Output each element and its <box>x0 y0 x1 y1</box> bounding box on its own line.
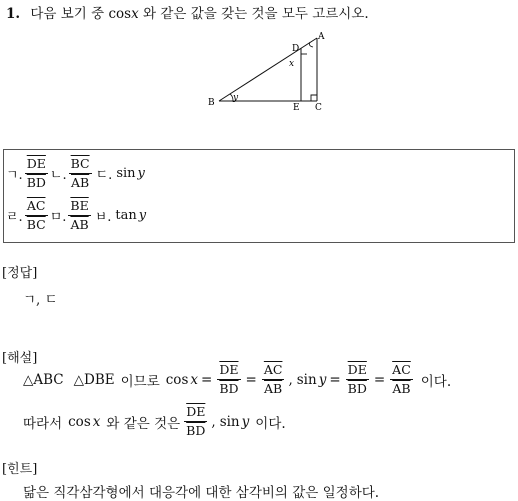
option-2 <box>6 198 146 233</box>
equals-sign: = <box>373 371 386 388</box>
label-x: x <box>289 59 295 69</box>
fraction-bar <box>217 379 240 380</box>
text-ida: 이다. <box>420 373 452 390</box>
options-box <box>3 149 515 243</box>
comma: , <box>288 371 293 388</box>
question <box>6 2 369 22</box>
fraction-denominator: AB <box>264 381 283 396</box>
fraction-numerator: $\overline{DE}$ <box>219 362 239 377</box>
fraction-denominator: BD <box>347 381 367 396</box>
explanation-line-1 <box>23 362 451 397</box>
fraction-denominator: BD <box>26 175 46 190</box>
explanation-line-2 <box>23 404 286 439</box>
fraction-bar <box>346 379 369 380</box>
fraction-numerator: $\overline{AC}$ <box>263 362 283 377</box>
question-number: 1. <box>6 6 21 22</box>
segment-ab <box>219 38 317 101</box>
option-func: tan <box>115 208 137 223</box>
fraction-denominator: AB <box>70 217 89 232</box>
fraction-numerator: $\overline{AC}$ <box>392 362 411 377</box>
fraction-bar <box>262 379 285 380</box>
var-x: x <box>190 371 198 388</box>
question-func: cos <box>108 6 132 22</box>
option-marker: ㅂ. <box>94 210 112 225</box>
option-var: y <box>137 166 145 181</box>
cos-func: cos <box>165 371 189 388</box>
equals-sign: = <box>245 371 257 388</box>
equals-sign: = <box>201 371 213 388</box>
text-ttaraseo: 따라서 <box>23 415 63 432</box>
fraction-bar <box>68 215 90 216</box>
question-text-after: 와 같은 값을 갖는 것을 모두 고르시오. <box>143 6 369 22</box>
option-marker: ㄱ. <box>6 168 23 183</box>
label-b: B <box>208 98 215 108</box>
sin-func: sin <box>296 371 317 388</box>
fraction-denominator: BD <box>219 381 239 396</box>
option-marker: ㄹ. <box>6 210 23 225</box>
answer-text: ㄱ, ㄷ <box>23 292 58 308</box>
fraction <box>390 362 413 397</box>
fraction-denominator: AB <box>71 175 90 190</box>
fraction <box>68 198 90 233</box>
label-c: C <box>315 103 322 110</box>
text-ida: 이다. <box>255 415 286 432</box>
fraction <box>262 362 285 397</box>
answer-heading: [정답] <box>2 266 38 281</box>
fraction-denominator: BC <box>26 217 46 232</box>
var-y: y <box>241 413 250 430</box>
fraction-numerator: $\overline{AC}$ <box>26 198 46 213</box>
right-angle-mark-c <box>311 95 317 101</box>
fraction-numerator: $\overline{DE}$ <box>186 404 206 419</box>
triangle-abc: △ABC <box>23 371 64 388</box>
hint-heading: [힌트] <box>2 462 38 477</box>
var-y: y <box>318 371 327 388</box>
fraction <box>69 156 92 191</box>
fraction <box>346 362 369 397</box>
option-func: sin <box>116 166 136 181</box>
cos-func: cos <box>68 413 91 430</box>
explanation-heading: [해설] <box>2 351 38 366</box>
hint-text: 닮은 직각삼각형에서 대응각에 대한 삼각비의 값은 일정하다. <box>23 485 380 501</box>
option-marker: ㅁ. <box>49 210 67 225</box>
label-y: y <box>233 93 239 103</box>
question-var: x <box>131 6 139 22</box>
equals-sign: = <box>329 371 341 388</box>
fraction <box>184 404 207 439</box>
label-d: D <box>292 44 300 54</box>
sin-func: sin <box>219 413 240 430</box>
fraction-denominator: AB <box>392 381 411 396</box>
label-e: E <box>293 103 300 110</box>
fraction <box>25 198 48 233</box>
fraction-numerator: $\overline{DE}$ <box>26 156 46 171</box>
var-x: x <box>92 413 101 430</box>
option-marker: ㄴ. <box>49 168 67 183</box>
fraction-bar <box>184 421 207 422</box>
angle-arc-a <box>309 42 313 47</box>
option-marker: ㄷ. <box>95 168 113 183</box>
fraction-bar <box>25 173 48 174</box>
text-same: 와 같은 것은 <box>106 415 181 432</box>
fraction <box>25 156 48 191</box>
option-var: y <box>138 208 147 223</box>
fraction-bar <box>69 173 92 174</box>
fraction-numerator: $\overline{DE}$ <box>347 362 367 377</box>
label-a: A <box>318 32 325 42</box>
text-imeuro: 이므로 <box>120 373 160 390</box>
question-text-before: 다음 보기 중 <box>30 6 105 22</box>
fraction-numerator: $\overline{BE}$ <box>70 198 89 213</box>
fraction-bar <box>25 215 48 216</box>
triangle-dbe: △DBE <box>73 371 115 388</box>
comma: , <box>211 413 216 430</box>
option-1 <box>6 156 145 191</box>
fraction-numerator: $\overline{BC}$ <box>70 156 90 171</box>
fraction-bar <box>390 379 413 380</box>
triangle-figure <box>205 30 325 110</box>
fraction <box>217 362 240 397</box>
fraction-denominator: BD <box>186 423 206 438</box>
